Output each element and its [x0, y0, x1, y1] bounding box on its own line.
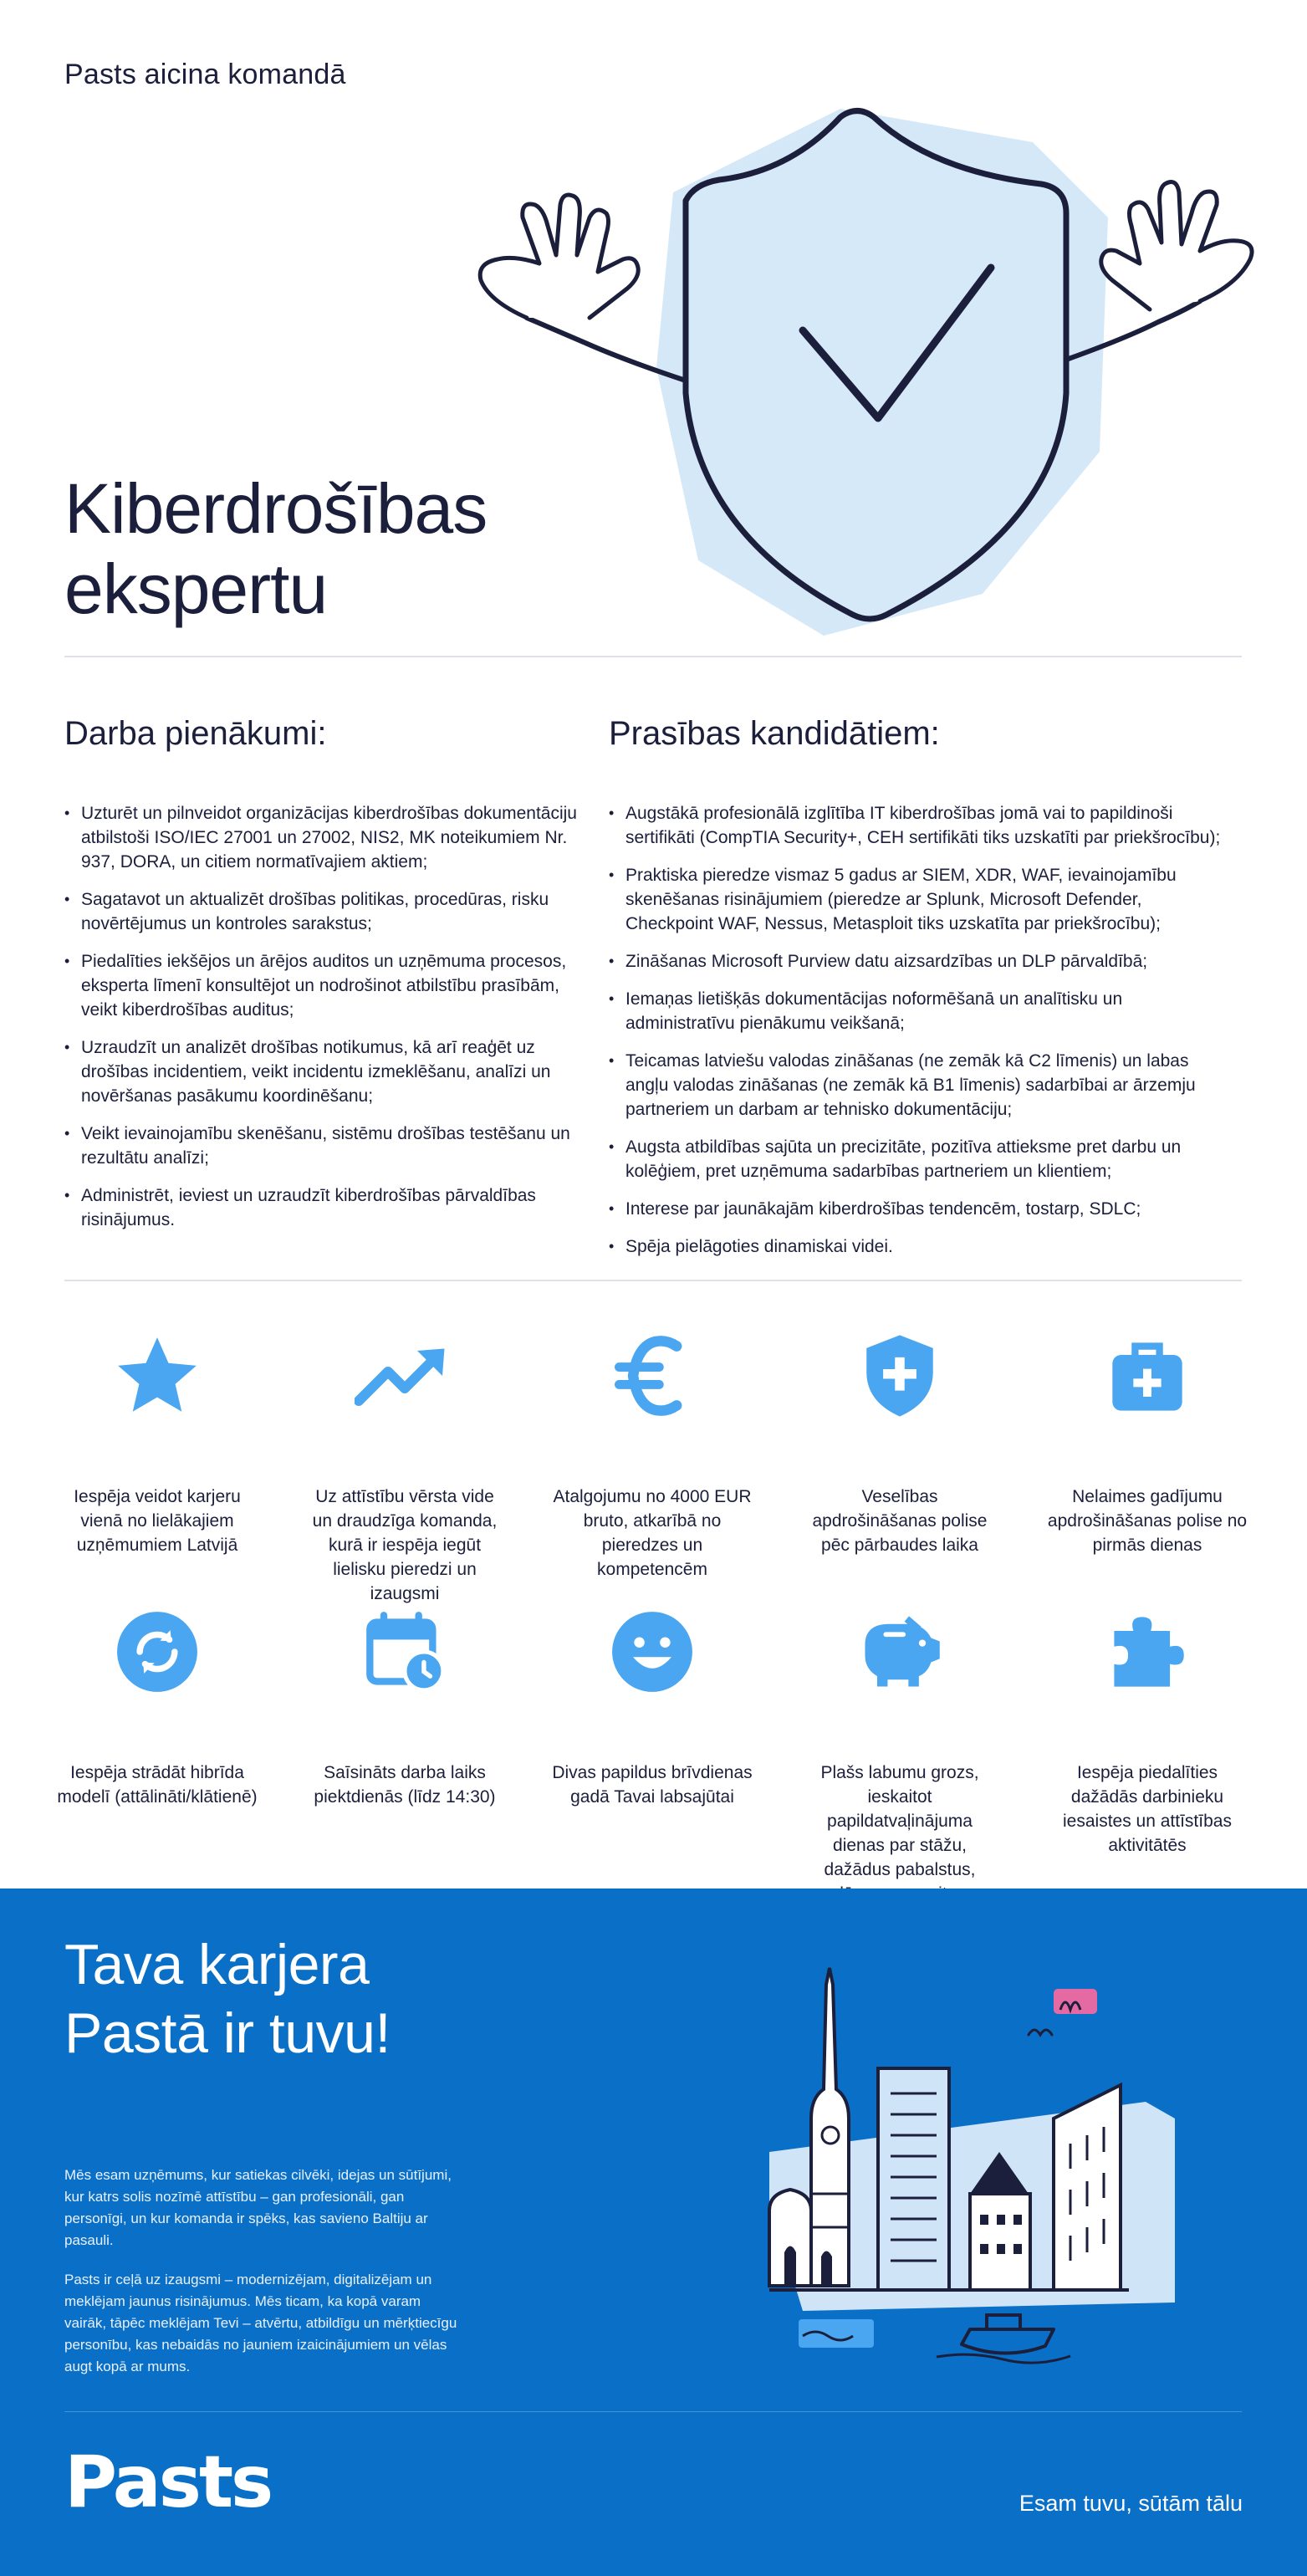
city-illustration — [753, 1951, 1204, 2369]
benefit-item — [1024, 1602, 1271, 1930]
benefit-text: Veselības apdrošināšanas polise pēc pārbaudes laika — [812, 1487, 988, 1555]
list-item: • Spēja pielāgoties dinamiskai videi. — [609, 1234, 1232, 1259]
euro-icon — [602, 1326, 702, 1426]
list-item: • Zināšanas Microsoft Purview datu aizsardzības un DLP pārvaldībā; — [609, 949, 1232, 974]
benefit-item — [776, 1326, 1024, 1606]
benefit-text: Iespēja strādāt hibrīda modelī (attālināti/klātienē) — [57, 1763, 258, 1807]
duties-heading: Darba pienākumi: — [64, 715, 327, 752]
benefits-row — [33, 1326, 1271, 1606]
benefit-text: Saīsināts darba laiks piektdienās (līdz 14:30) — [314, 1763, 496, 1807]
requirements-list — [609, 801, 1232, 1259]
employer-label: Pasts aicina komandā — [64, 59, 346, 90]
duties-section — [64, 715, 600, 1245]
benefits-row — [33, 1602, 1271, 1930]
list-item: • Augstākā profesionālā izglītība IT kiberdrošības jomā vai to papildinoši sertifikāti (CompTIA Security+, CEH sertifikāti tiks uzskatīti par priekšrocību); — [609, 801, 1232, 850]
benefit-text: Iespēja piedalīties dažādās darbinieku iesaistes un attīstības aktivitātēs — [1063, 1763, 1232, 1855]
benefit-item — [281, 1326, 528, 1606]
requirements-section — [609, 715, 1232, 1272]
list-item: • Uzraudzīt un analizēt drošības notikumus, kā arī reaģēt uz drošības incidentiem, veikt incidentu izmeklēšanu, analīzi un novēršanas pasākumu koordinēšanu; — [64, 1035, 600, 1108]
calendar-clock-icon — [355, 1602, 455, 1702]
trending-up-icon — [355, 1326, 455, 1426]
smiley-icon — [602, 1602, 702, 1702]
section-divider — [64, 656, 1242, 657]
section-divider — [64, 1280, 1242, 1281]
pasts-logo: Pasts — [64, 2441, 272, 2524]
footer-title — [64, 1930, 566, 2067]
benefit-item — [281, 1602, 528, 1930]
sync-icon — [107, 1602, 207, 1702]
title-line-2: ekspertu — [64, 549, 328, 628]
footer-title-line-1: Tava karjera — [64, 1933, 370, 1996]
footer-paragraph-1: Mēs esam uzņēmums, kur satiekas cilvēki, idejas un sūtījumi, kur katrs solis nozīmē attīstību – gan profesionāli, gan personīgi, un kur komanda ir spēks, kas savieno Baltiju ar pasauli. — [64, 2167, 452, 2248]
benefit-item — [1024, 1326, 1271, 1606]
list-item: • Augsta atbildības sajūta un precizitāte, pozitīva attieksme pret darbu un kolēģiem, pret uzņēmuma sadarbības partneriem un klientiem; — [609, 1135, 1232, 1183]
list-item: • Sagatavot un aktualizēt drošības politikas, procedūras, risku novērtējumus un kontroles sarakstus; — [64, 887, 600, 936]
first-aid-kit-icon — [1097, 1326, 1197, 1426]
list-item: • Iemaņas lietišķās dokumentācijas noformēšanā un analītisku un administratīvu pienākumu veikšanā; — [609, 987, 1232, 1035]
benefit-text: Atalgojumu no 4000 EUR bruto, atkarībā no pieredzes un kompetencēm — [553, 1487, 752, 1579]
benefit-text: Plašs labumu grozs, ieskaitot papildatvaļinājuma dienas par stāžu, dažādus pabalstus, — [820, 1763, 979, 1879]
piggy-bank-icon — [850, 1602, 950, 1702]
list-item: • Administrēt, ieviest un uzraudzīt kiberdrošības pārvaldības risinājumus. — [64, 1183, 600, 1232]
benefit-text: Uz attīstību vērsta vide un draudzīga komanda, kurā ir iespēja iegūt lielisku pieredzi un izaugsmi — [312, 1487, 498, 1603]
list-item: • Veikt ievainojamību skenēšanu, sistēmu drošības testēšanu un rezultātu analīzi; — [64, 1122, 600, 1170]
footer-section — [0, 1889, 1307, 2576]
benefit-text: Iespēja veidot karjeru vienā no lielākajiem uzņēmumiem Latvijā — [74, 1487, 241, 1555]
puzzle-icon — [1097, 1602, 1197, 1702]
list-item: • Uzturēt un pilnveidot organizācijas kiberdrošības dokumentāciju atbilstoši ISO/IEC 27001 un 27002, NIS2, MK noteikumiem Nr. 937, DORA, un citiem normatīvajiem aktiem; — [64, 801, 600, 874]
health-shield-icon — [850, 1326, 950, 1426]
footer-tagline: Esam tuvu, sūtām tālu — [1019, 2491, 1243, 2516]
benefit-item — [33, 1326, 281, 1606]
page-title — [64, 468, 600, 629]
star-icon — [107, 1326, 207, 1426]
footer-divider — [64, 2411, 1242, 2412]
duties-list — [64, 801, 600, 1232]
benefit-item — [528, 1602, 776, 1930]
title-line-1: Kiberdrošības — [64, 469, 488, 548]
list-item: • Interese par jaunākajām kiberdrošības tendencēm, tostarp, SDLC; — [609, 1197, 1232, 1221]
benefit-text: Divas papildus brīvdienas gadā Tavai labsajūtai — [552, 1763, 753, 1807]
footer-title-line-2: Pastā ir tuvu! — [64, 2001, 391, 2065]
list-item: • Piedalīties iekšējos un ārējos auditos un uzņēmuma procesos, eksperta līmenī konsultējot un nodrošinot atbilstību prasībām, veikt kiberdrošības auditus; — [64, 949, 600, 1022]
requirements-heading: Prasības kandidātiem: — [609, 715, 940, 752]
benefit-item — [776, 1602, 1024, 1930]
list-item: • Praktiska pieredze vismaz 5 gadus ar SIEM, XDR, WAF, ievainojamību skenēšanas risinājumiem (pieredze ar Splunk, Microsoft Defender, Checkpoint WAF, Nessus, Metasploit tiks uzskatīta par priekšrocību); — [609, 863, 1232, 936]
footer-paragraph-2: Pasts ir ceļā uz izaugsmi – modernizējam, digitalizējam un meklējam jaunus risinājumus. Mēs ticam, ka kopā varam vairāk, tāpēc meklējam Tevi – atvērtu, atbildīgu un mērķtiecīgu personību, kas nebaidās no jauniem izaicinājumiem un vēlas augt kopā ar mums. — [64, 2272, 457, 2374]
benefit-item — [33, 1602, 281, 1930]
benefit-text: Nelaimes gadījumu apdrošināšanas polise no pirmās dienas — [1047, 1487, 1248, 1555]
benefit-item — [528, 1326, 776, 1606]
list-item: • Teicamas latviešu valodas zināšanas (ne zemāk kā C2 līmenis) un labas angļu valodas zināšanas (ne zemāk kā B1 līmenis) sadarbībai ar ārzemju partneriem un darbam ar tehnisko dokumentāciju; — [609, 1049, 1232, 1122]
